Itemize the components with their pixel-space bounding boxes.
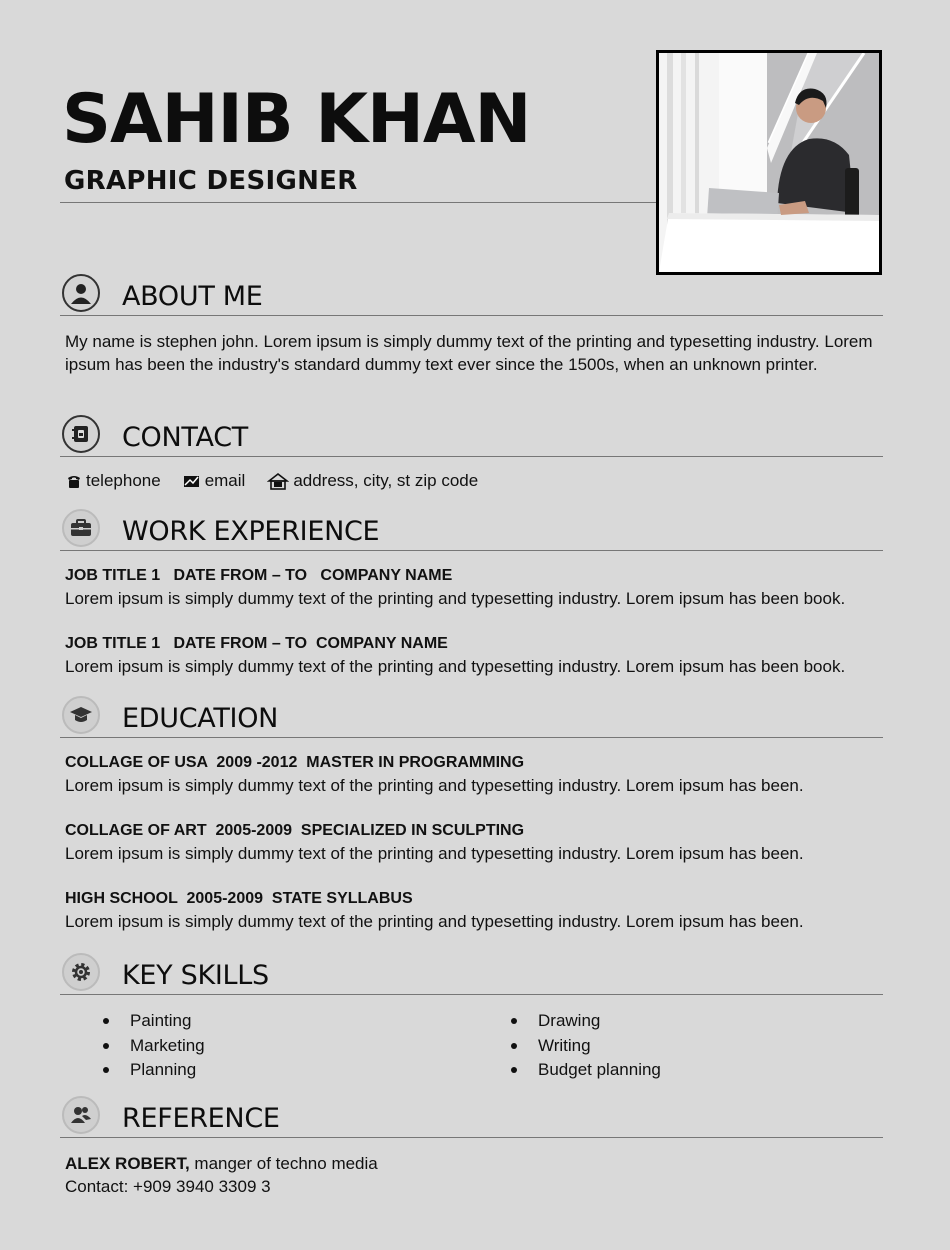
education-entry-3 (60, 888, 883, 934)
work-title: WORK EXPERIENCE (122, 516, 380, 547)
reference-contact: Contact: +909 3940 3309 3 (65, 1177, 271, 1196)
profile-photo (656, 50, 882, 275)
reference-line (65, 1152, 883, 1175)
gear-icon (62, 953, 100, 991)
reference-role: manger of techno media (189, 1154, 378, 1173)
address-icon (267, 472, 289, 490)
reference-section (60, 1096, 883, 1198)
education-entry-description: Lorem ipsum is simply dummy text of the printing and typesetting industry. Lorem ipsum has been. (65, 776, 804, 795)
email-label: email (204, 471, 246, 490)
skills-column-left (60, 1009, 468, 1083)
resume-role: GRAPHIC DESIGNER (64, 166, 358, 196)
education-entry-description: Lorem ipsum is simply dummy text of the printing and typesetting industry. Lorem ipsum has been. (65, 844, 804, 863)
contact-address (267, 471, 478, 491)
address-label: address, city, st zip code (293, 471, 479, 490)
skills-list (60, 1009, 883, 1083)
education-entry-2 (60, 820, 883, 866)
telephone-label: telephone (86, 471, 161, 490)
reference-name: ALEX ROBERT, (65, 1154, 190, 1173)
education-entry-heading: HIGH SCHOOL 2005-2009 STATE SYLLABUS (65, 890, 413, 907)
contact-title: CONTACT (122, 422, 248, 453)
skills-section (60, 953, 883, 1083)
work-entry-heading: JOB TITLE 1 DATE FROM – TO COMPANY NAME (65, 635, 448, 652)
reference-details (60, 1152, 883, 1198)
contact-email (183, 471, 246, 491)
users-icon (62, 1096, 100, 1134)
contact-row (60, 471, 883, 491)
work-entry-1 (60, 565, 883, 611)
work-entry-description: Lorem ipsum is simply dummy text of the printing and typesetting industry. Lorem ipsum has been book. (65, 589, 846, 608)
skill-item: Budget planning (508, 1058, 876, 1083)
contact-section (60, 415, 883, 491)
about-title: ABOUT ME (122, 281, 263, 312)
education-entry-heading: COLLAGE OF USA 2009 -2012 MASTER IN PROGRAMMING (65, 754, 525, 771)
user-icon (62, 274, 100, 312)
work-entry-2 (60, 633, 883, 679)
briefcase-icon (62, 509, 100, 547)
address-book-icon (62, 415, 100, 453)
work-header (60, 509, 883, 551)
education-entry-description: Lorem ipsum is simply dummy text of the printing and typesetting industry. Lorem ipsum has been. (65, 912, 804, 931)
skills-title: KEY SKILLS (122, 960, 269, 991)
email-icon (183, 473, 201, 489)
skills-column-right (468, 1009, 876, 1083)
skill-item: Drawing (508, 1009, 876, 1034)
about-header (60, 274, 883, 316)
office-photo-illustration (659, 53, 879, 272)
skill-item: Painting (100, 1009, 468, 1034)
skill-item: Writing (508, 1034, 876, 1059)
work-section (60, 509, 883, 679)
reference-header (60, 1096, 883, 1138)
graduation-cap-icon (62, 696, 100, 734)
header-divider (60, 202, 658, 203)
skills-header (60, 953, 883, 995)
contact-telephone (66, 471, 161, 491)
skill-item: Planning (100, 1058, 468, 1083)
resume-name: SAHIB KHAN (62, 80, 531, 159)
contact-header (60, 415, 883, 457)
work-entry-heading: JOB TITLE 1 DATE FROM – TO COMPANY NAME (65, 567, 453, 584)
education-entry-1 (60, 752, 883, 798)
education-header (60, 696, 883, 738)
about-section (60, 274, 883, 376)
skill-item: Marketing (100, 1034, 468, 1059)
education-entry-heading: COLLAGE OF ART 2005-2009 SPECIALIZED IN SCULPTING (65, 822, 525, 839)
telephone-icon (66, 473, 82, 489)
reference-title: REFERENCE (122, 1103, 280, 1134)
about-text: My name is stephen john. Lorem ipsum is simply dummy text of the printing and typesetting industry. Lorem ipsum has been the industry's standard dummy text ever since the 1500s, when an unknown printer. (65, 332, 873, 374)
education-section (60, 696, 883, 934)
work-entry-description: Lorem ipsum is simply dummy text of the printing and typesetting industry. Lorem ipsum has been book. (65, 657, 846, 676)
education-title: EDUCATION (122, 703, 279, 734)
